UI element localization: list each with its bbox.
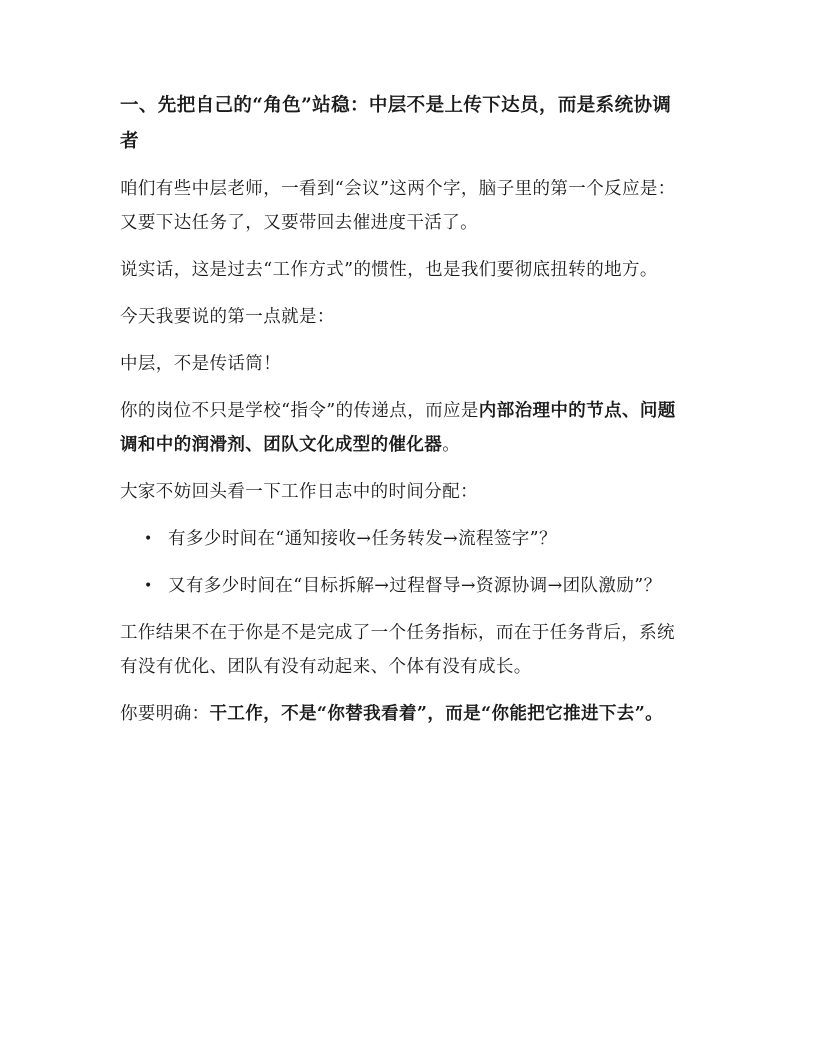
conclusion-lead: 你要明确：: [120, 704, 210, 724]
paragraph-meeting-reaction: 咱们有些中层老师，一看到“会议”这两个字，脑子里的第一个反应是：又要下达任务了，又要带回去催进度干活了。: [120, 179, 676, 233]
paragraph-habit: 说实话，这是过去“工作方式”的惯性，也是我们要彻底扭转的地方。: [120, 260, 658, 280]
paragraph-work-results: 工作结果不在于你是不是完成了一个任务指标，而在于任务背后，系统有没有优化、团队有没有动起来、个体有没有成长。: [120, 623, 675, 677]
bullet-icon: •: [144, 578, 153, 594]
conclusion-emphasis: 干工作，不是“你替我看着”，而是“你能把它推进下去”。: [209, 704, 664, 724]
role-description-lead: 你的岗位不只是学校“指令”的传递点，而应是: [120, 401, 479, 421]
list-item: [144, 569, 690, 603]
list-item: [144, 522, 690, 556]
paragraph-conclusion: [120, 697, 690, 731]
bullet-icon: •: [144, 531, 153, 547]
section-heading: 一、先把自己的“角色”站稳：中层不是上传下达员，而是系统协调者: [120, 95, 672, 152]
document-page: [120, 88, 690, 744]
paragraph-time-allocation: 大家不妨回头看一下工作日志中的时间分配：: [120, 482, 478, 502]
time-allocation-list: [120, 522, 690, 603]
paragraph-role-description: [120, 394, 690, 462]
list-item-text: 又有多少时间在“目标拆解→过程督导→资源协调→团队激励”？: [168, 576, 662, 596]
paragraph-first-point: 今天我要说的第一点就是：: [120, 307, 335, 327]
list-item-text: 有多少时间在“通知接收→任务转发→流程签字”？: [168, 529, 557, 549]
paragraph-not-messenger: 中层，不是传话筒！: [120, 354, 282, 374]
role-description-tail: 。: [442, 435, 461, 455]
role-description-emphasis: 内部治理中的节点、问题调和中的润滑剂、团队文化成型的催化器: [120, 401, 676, 455]
